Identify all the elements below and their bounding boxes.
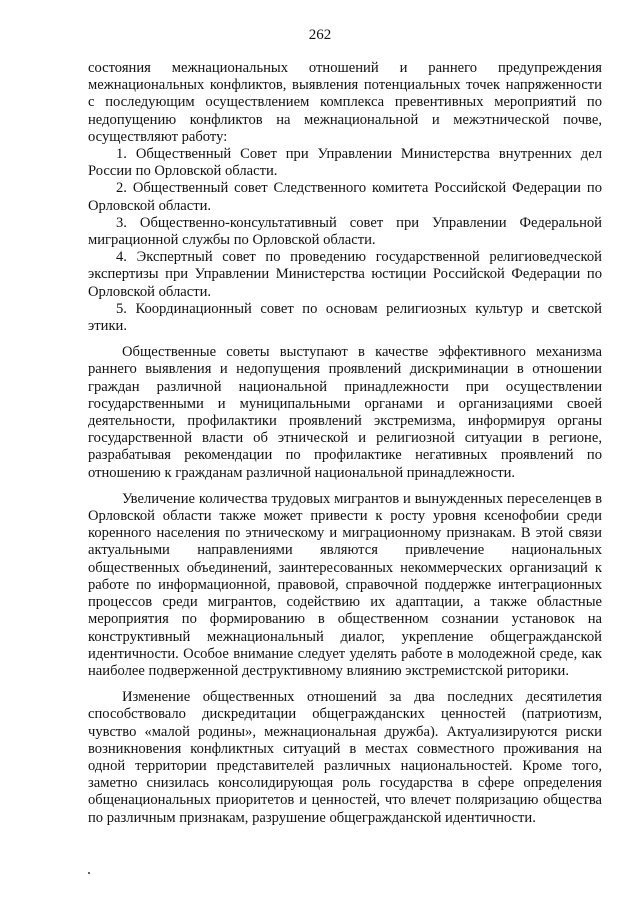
intro-paragraph: состояния межнациональных отношений и раннего предупреждения межнациональных конфликтов, выявления потенциальных точек напряженности с последующим осуществлением комплекса превентивных мероприятий по недопущению конфликтов на межнациональной и межэтнической почве, осуществляют работу: bbox=[88, 60, 602, 145]
page-number: 262 bbox=[308, 27, 332, 43]
list-item: 2. Общественный совет Следственного комитета Российской Федерации по Орловской области. bbox=[88, 180, 602, 214]
councils-paragraph: Общественные советы выступают в качестве эффективного механизма раннего выявления и недопущения проявлений дискриминации в отношении граждан различной национальной принадлежности при осуществлении государственными и муниципальными органами и организациями своей деятельности, профилактики проявлений экстремизма, информируя органы государственной власти об этнической и религиозной ситуации в регионе, разрабатывая рекомендации по профилактике негативных проявлений по отношению к гражданам различной национальной принадлежности. bbox=[88, 344, 602, 481]
list-item: 3. Общественно-консультативный совет при Управлении Федеральной миграционной службы по Орловской области. bbox=[88, 214, 602, 249]
scan-speck bbox=[88, 872, 90, 874]
list-item: 4. Экспертный совет по проведению государственной религиоведческой экспертизы при Управлении Министерства юстиции Российской Федерации по Орловской области. bbox=[88, 249, 602, 300]
list-item: 1. Общественный Совет при Управлении Министерства внутренних дел России по Орловской области. bbox=[88, 146, 602, 180]
document-body bbox=[88, 60, 602, 827]
migrants-paragraph: Увеличение количества трудовых мигрантов и вынужденных переселенцев в Орловской области также может привести к росту уровня ксенофобии среди коренного населения по этническому и миграционному признакам. В этой связи актуальными направлениями являются привлечение национальных общественных объединений, заинтересованных некоммерческих организаций к работе по информационной, правовой, справочной поддержке интеграционных процессов среди мигрантов, содействию их адаптации, а также областные мероприятия по формированию в общественном сознании установок на конструктивный межнациональный диалог, укрепление общегражданской идентичности. Особое внимание следует уделять работе в молодежной среде, как наиболее подверженной деструктивному влиянию экстремистской риторики. bbox=[88, 490, 602, 679]
changes-paragraph: Изменение общественных отношений за два последних десятилетия способствовало дискредитации общегражданских ценностей (патриотизм, чувство «малой родины», межнациональная дружба). Актуализируются риски возникновения конфликтных ситуаций в местах совместного проживания на одной территории представителей различных национальностей. Кроме того, заметно снизилась консолидирующая роль государства в сфере определения общенациональных приоритетов и ценностей, что влечет поляризацию общества по различным признакам, разрушение общегражданской идентичности. bbox=[88, 689, 602, 826]
list-item: 5. Координационный совет по основам религиозных культур и светской этики. bbox=[88, 300, 602, 335]
